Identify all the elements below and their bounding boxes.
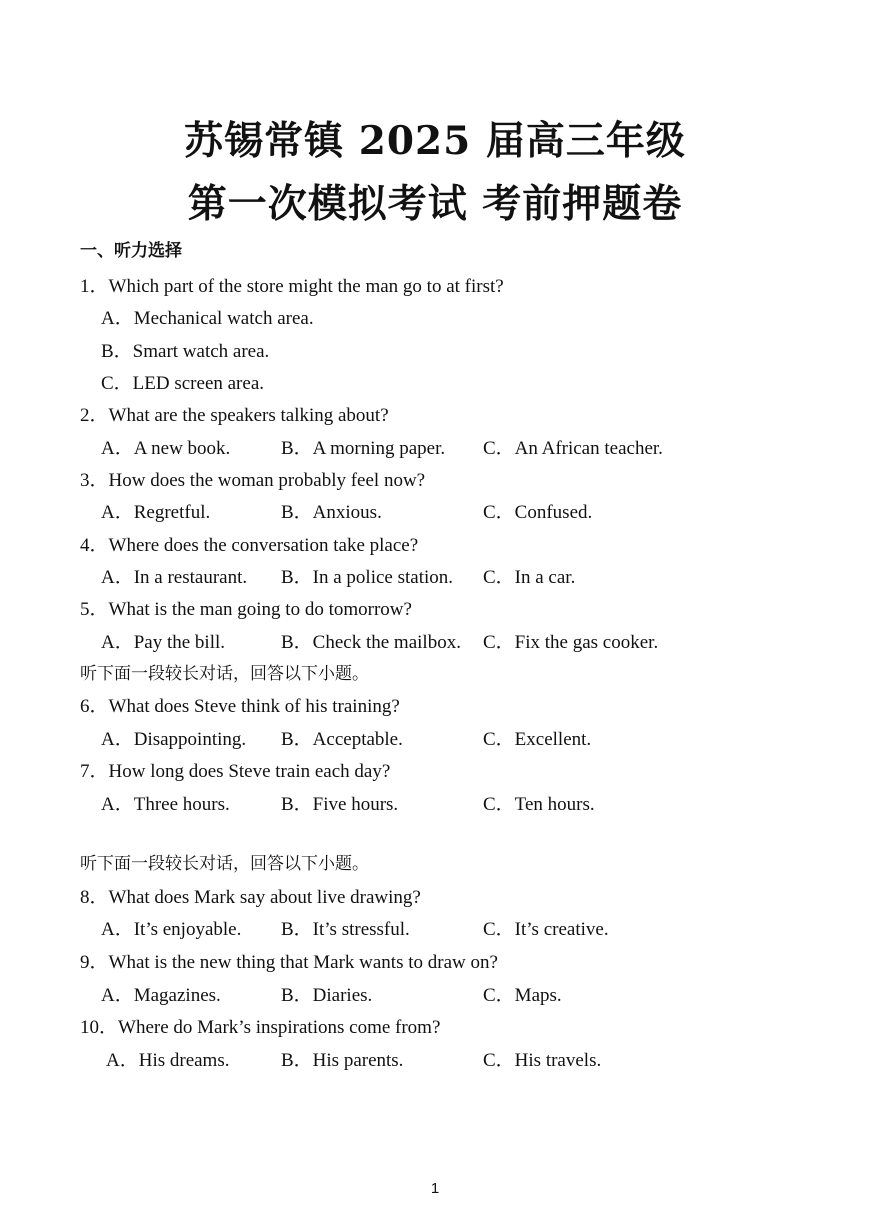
- question-5: [80, 594, 412, 621]
- option-b: B．Acceptable.: [281, 729, 403, 750]
- option-b: B．Smart watch area.: [101, 341, 270, 362]
- option-a: A．It’s enjoyable.: [101, 919, 242, 940]
- option-b: B．A morning paper.: [281, 438, 446, 459]
- question-number: 7．: [80, 761, 109, 782]
- question-text: Where does the conversation take place?: [108, 535, 419, 556]
- question-7: [80, 756, 390, 783]
- option-c: C．Excellent.: [483, 729, 592, 750]
- option-a: A．In a restaurant.: [101, 567, 248, 588]
- question-number: 3．: [80, 470, 109, 491]
- question-number: 5．: [80, 599, 109, 620]
- option-b: B．Five hours.: [281, 794, 399, 815]
- question-text: What does Mark say about live drawing?: [108, 887, 421, 908]
- option-b: B．Check the mailbox.: [281, 632, 461, 653]
- question-9: [80, 947, 498, 974]
- question-text: Where do Mark’s inspirations come from?: [118, 1017, 441, 1038]
- option-b: B．His parents.: [281, 1050, 404, 1071]
- option-a: A．Pay the bill.: [101, 632, 226, 653]
- option-a: A．Disappointing.: [101, 729, 247, 750]
- question-text: Which part of the store might the man go to at first?: [108, 276, 504, 297]
- option-c: C．It’s creative.: [483, 919, 609, 940]
- listening-instruction-note: 听下面一段较长对话，回答以下小题。: [80, 664, 369, 684]
- option-c: C．Confused.: [483, 502, 593, 523]
- option-a: A．His dreams.: [106, 1050, 230, 1071]
- question-6: [80, 691, 400, 718]
- option-a: A．Mechanical watch area.: [101, 308, 314, 329]
- question-10: [80, 1012, 440, 1039]
- option-c: C．His travels.: [483, 1050, 602, 1071]
- option-c: C．An African teacher.: [483, 438, 663, 459]
- question-8: [80, 882, 421, 909]
- option-a: A．Regretful.: [101, 502, 211, 523]
- question-3: [80, 465, 425, 492]
- question-text: How does the woman probably feel now?: [108, 470, 426, 491]
- question-1: [80, 271, 504, 298]
- option-c: C．LED screen area.: [101, 373, 265, 394]
- option-c: C．In a car.: [483, 567, 576, 588]
- page-title-line-1: 苏锡常镇 2025 届高三年级: [184, 118, 686, 164]
- option-b: B．Anxious.: [281, 502, 382, 523]
- question-text: What is the man going to do tomorrow?: [108, 599, 412, 620]
- option-c: C．Ten hours.: [483, 794, 595, 815]
- section-heading: 一、听力选择: [80, 241, 182, 261]
- page-number: 1: [430, 1180, 440, 1197]
- listening-instruction-note: 听下面一段较长对话，回答以下小题。: [80, 854, 369, 874]
- question-number: 8．: [80, 887, 109, 908]
- question-number: 4．: [80, 535, 109, 556]
- option-b: B．It’s stressful.: [281, 919, 410, 940]
- question-text: What are the speakers talking about?: [108, 405, 389, 426]
- question-4: [80, 530, 418, 557]
- option-b: B．In a police station.: [281, 567, 454, 588]
- option-a: A．Three hours.: [101, 794, 230, 815]
- question-number: 10．: [80, 1017, 119, 1038]
- option-a: A．A new book.: [101, 438, 231, 459]
- option-c: C．Maps.: [483, 985, 562, 1006]
- question-number: 9．: [80, 952, 109, 973]
- question-number: 6．: [80, 696, 109, 717]
- option-a: A．Magazines.: [101, 985, 221, 1006]
- option-b: B．Diaries.: [281, 985, 373, 1006]
- question-text: How long does Steve train each day?: [108, 761, 391, 782]
- question-number: 1．: [80, 276, 109, 297]
- question-2: [80, 400, 389, 427]
- option-c: C．Fix the gas cooker.: [483, 632, 659, 653]
- question-text: What does Steve think of his training?: [108, 696, 400, 717]
- page-title-line-2: 第一次模拟考试 考前押题卷: [187, 181, 683, 227]
- question-text: What is the new thing that Mark wants to draw on?: [108, 952, 498, 973]
- question-number: 2．: [80, 405, 109, 426]
